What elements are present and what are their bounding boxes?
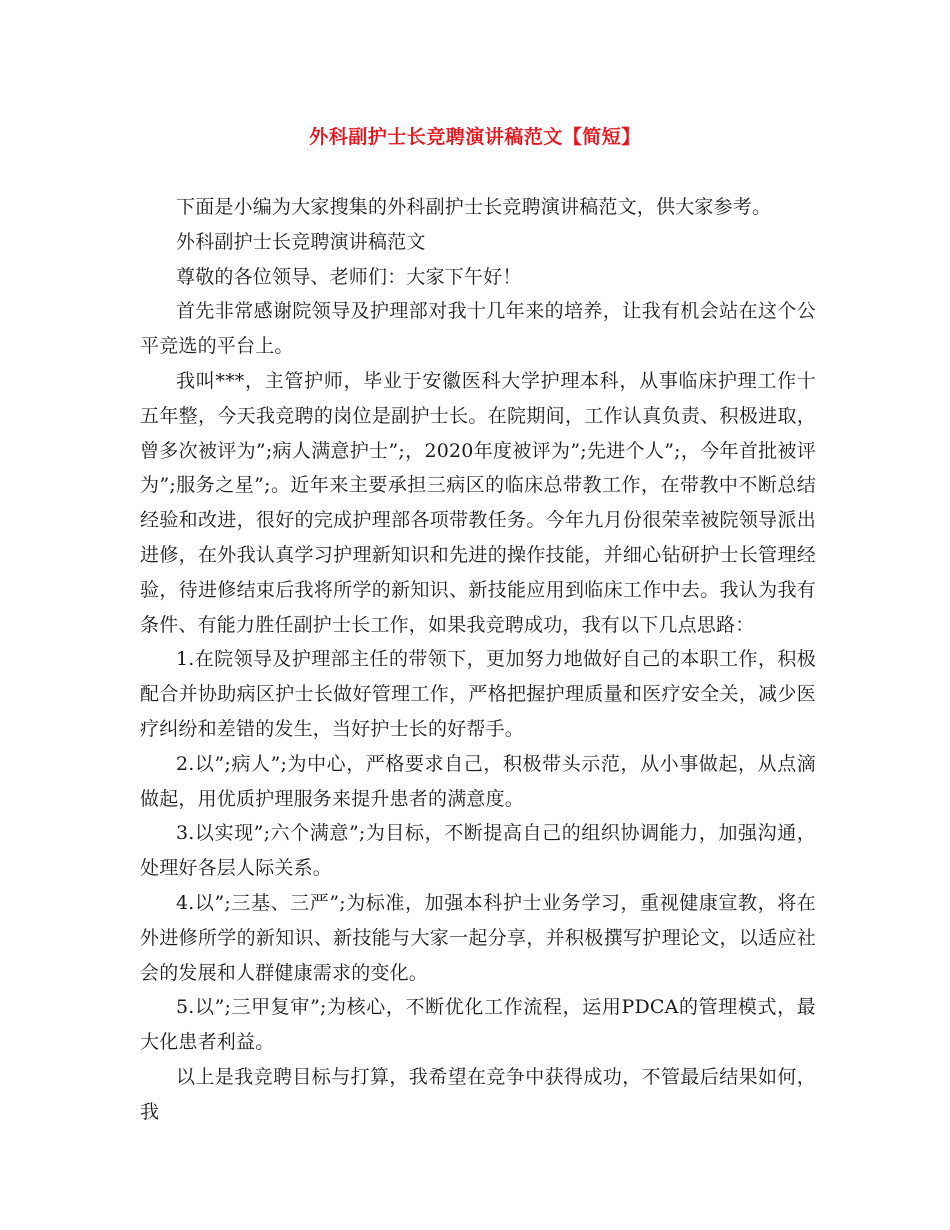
paragraph-point-3: 3.以实现”;六个满意”;为目标，不断提高自己的组织协调能力，加强沟通，处理好各层人际关系。 <box>140 822 816 880</box>
paragraph-thanks: 首先非常感谢院领导及护理部对我十几年来的培养，让我有机会站在这个公平竞选的平台上。 <box>140 300 816 358</box>
paragraph-point-2: 2.以”;病人”;为中心，严格要求自己，积极带头示范，从小事做起，从点滴做起，用优质护理服务来提升患者的满意度。 <box>140 752 816 810</box>
paragraph-point-1: 1.在院领导及护理部主任的带领下，更加努力地做好自己的本职工作，积极配合并协助病区护士长做好管理工作，严格把握护理质量和医疗安全关，减少医疗纠纷和差错的发生，当好护士长的好帮手。 <box>140 648 816 740</box>
paragraph-closing: 以上是我竞聘目标与打算，我希望在竞争中获得成功，不管最后结果如何，我 <box>140 1065 816 1123</box>
paragraph-intro: 下面是小编为大家搜集的外科副护士长竞聘演讲稿范文，供大家参考。 <box>176 196 772 218</box>
paragraph-point-5: 5.以”;三甲复审”;为核心，不断优化工作流程，运用PDCA的管理模式，最大化患者利益。 <box>140 996 816 1054</box>
paragraph-greeting: 尊敬的各位领导、老师们：大家下午好！ <box>176 265 522 288</box>
document-title: 外科副护士长竞聘演讲稿范文【简短】 <box>309 126 641 148</box>
paragraph-self-intro: 我叫***，主管护师，毕业于安徽医科大学护理本科，从事临床护理工作十五年整，今天我竞聘的岗位是副护士长。在院期间，工作认真负责、积极进取，曾多次被评为”;病人满意护士”;，2020年度被评为”;先进个人”;，今年首批被评为”;服务之星”;。近年来主要承担三病区的临床总带教工作，在带教中不断总结经验和改进，很好的完成护理部各项带教任务。今年九月份很荣幸被院领导派出进修，在外我认真学习护理新知识和先进的操作技能，并细心钻研护士长管理经验，待进修结束后我将所学的新知识、新技能应用到临床工作中去。我认为我有条件、有能力胜任副护士长工作，如果我竞聘成功，我有以下几点思路： <box>140 369 816 636</box>
paragraph-subtitle: 外科副护士长竞聘演讲稿范文 <box>176 230 426 253</box>
document-body <box>140 190 816 1130</box>
paragraph-point-4: 4.以”;三基、三严”;为标准，加强本科护士业务学习，重视健康宣教，将在外进修所学的新知识、新技能与大家一起分享，并积极撰写护理论文，以适应社会的发展和人群健康需求的变化。 <box>140 891 816 984</box>
